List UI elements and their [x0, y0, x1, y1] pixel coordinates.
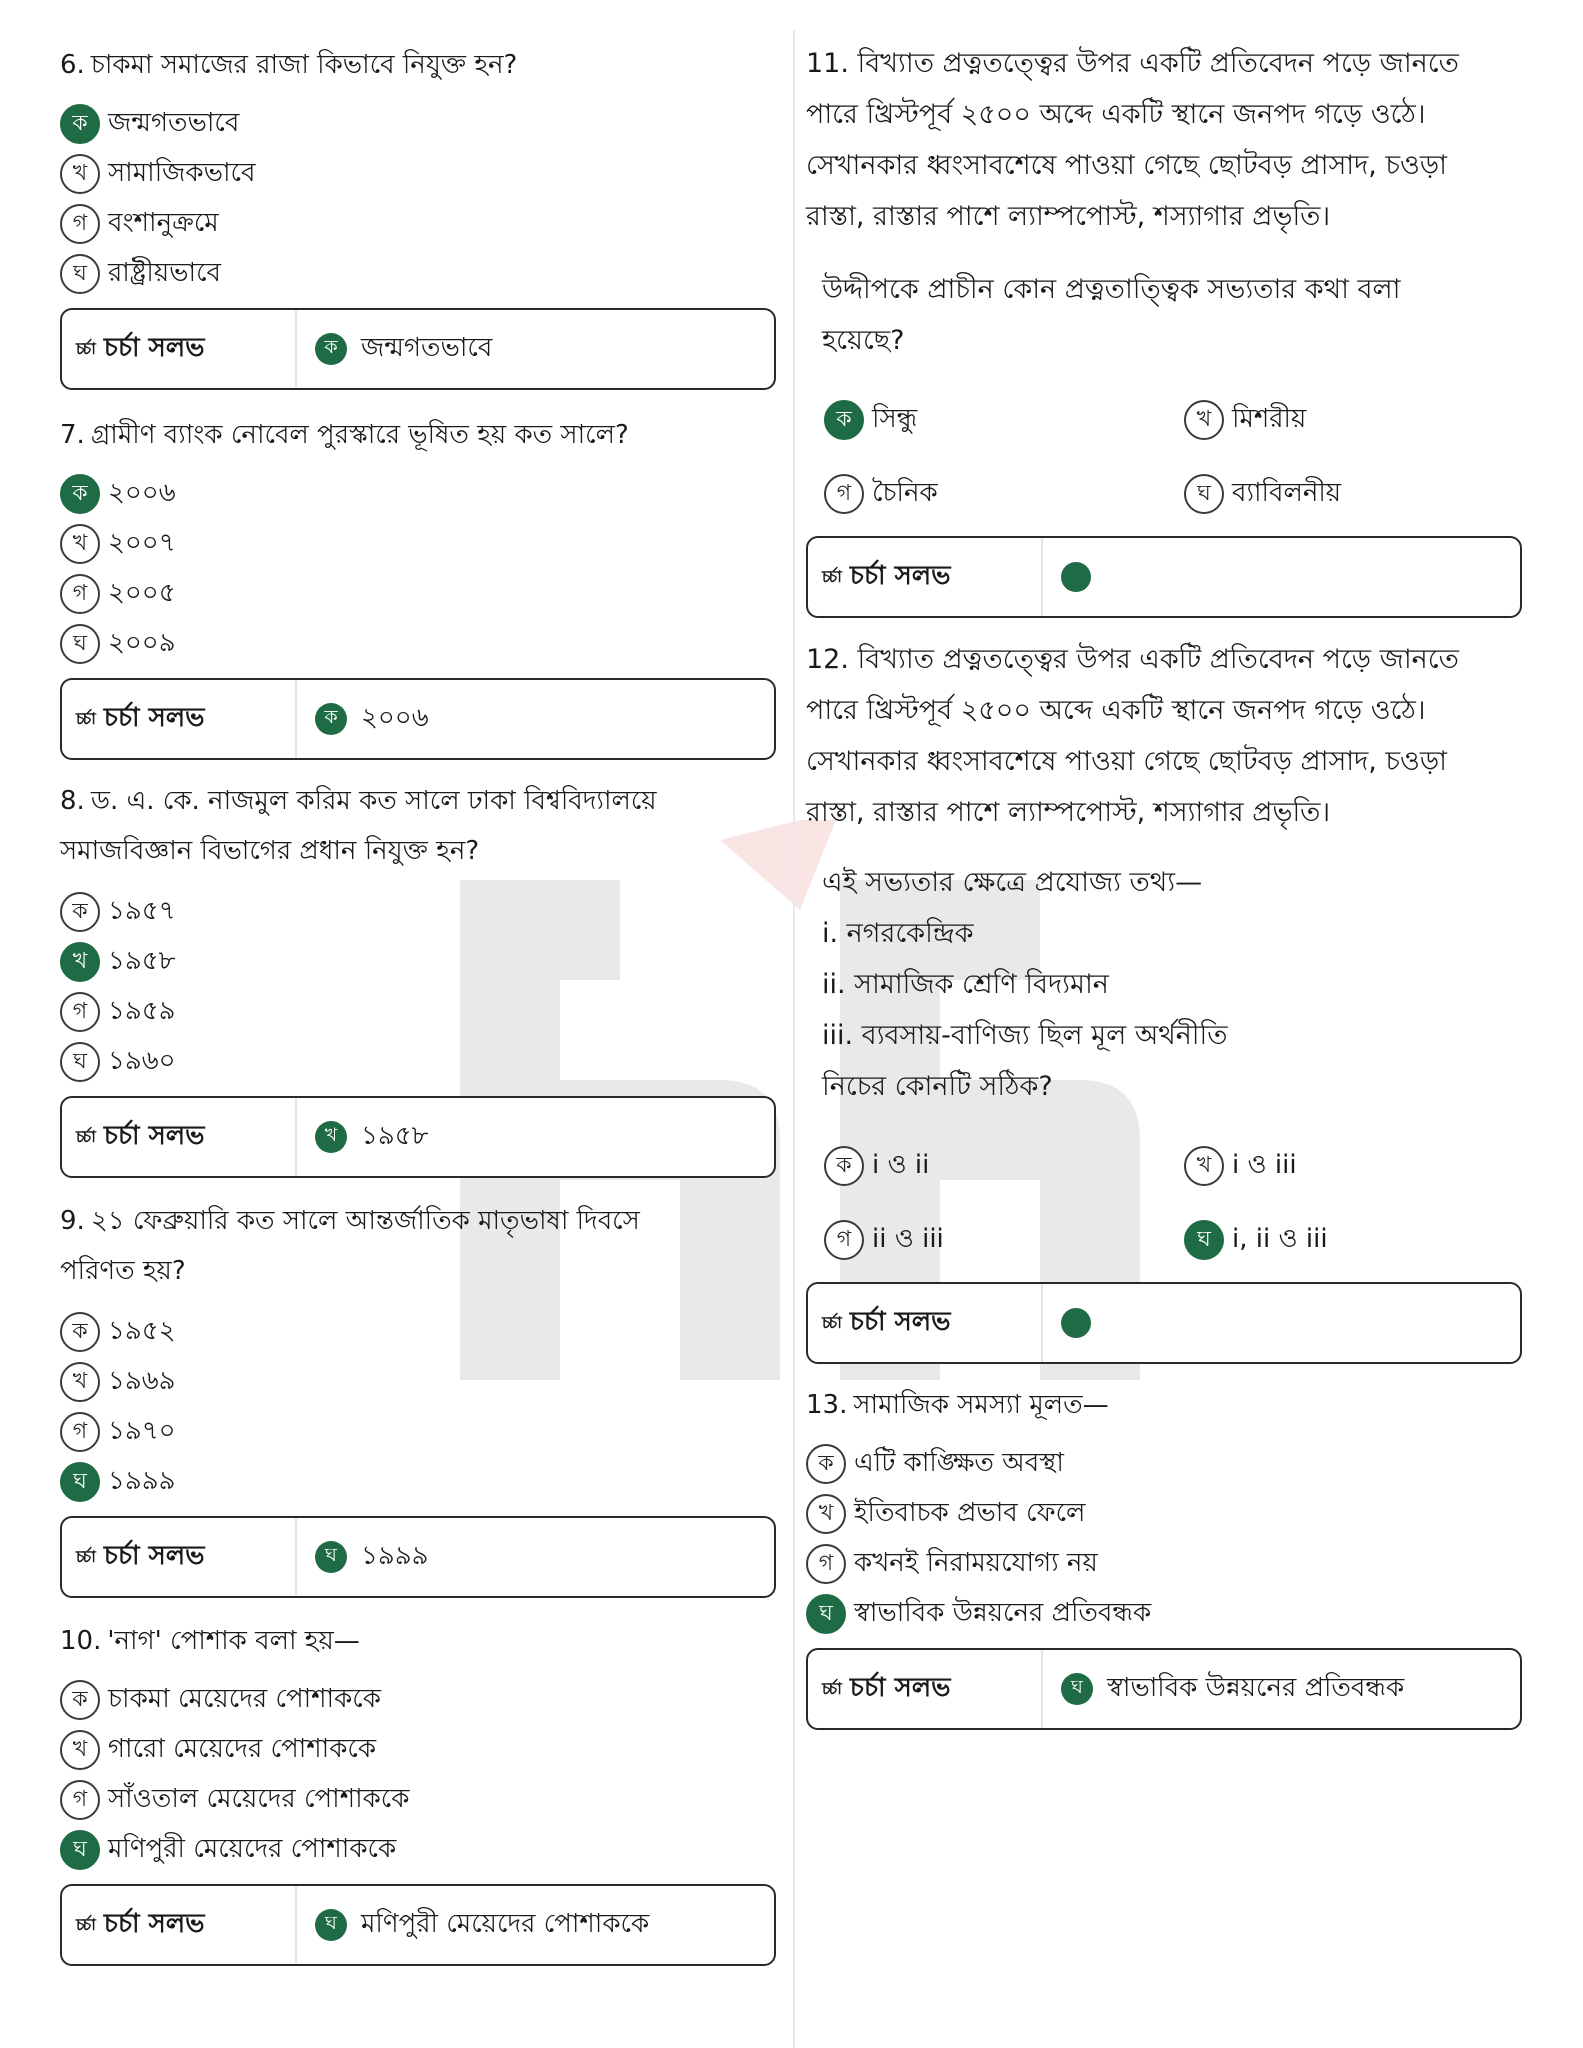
question-6-option-kha[interactable]	[60, 152, 255, 196]
question-12-option-gha[interactable]	[1184, 1218, 1328, 1262]
option-text: i, ii ও iii	[1232, 1224, 1328, 1254]
option-badge: খ	[60, 1730, 100, 1770]
option-badge: ক	[60, 892, 100, 932]
option-badge: ঘ	[1184, 1220, 1224, 1260]
question-13-option-gha[interactable]	[806, 1592, 1151, 1636]
answer-text: ১৯৫৮	[361, 1121, 429, 1151]
question-12-stem-line2: পারে খ্রিস্টপূর্ব ২৫০০ অব্দে একটি স্থানে জনপদ গড়ে ওঠে।	[806, 695, 1426, 726]
option-badge: খ	[60, 524, 100, 564]
question-13-answer-box	[806, 1648, 1522, 1730]
question-8-option-ga[interactable]	[60, 990, 176, 1034]
question-9-option-gha[interactable]	[60, 1460, 176, 1504]
answer-label: চর্চা সলভ	[103, 703, 205, 733]
brand-logo: চর্চা	[76, 1126, 94, 1146]
answer-label: চর্চা সলভ	[103, 1541, 205, 1571]
question-8-option-kha[interactable]	[60, 940, 176, 984]
question-8-title	[60, 776, 657, 826]
option-text: ব্যাবিলনীয়	[1232, 478, 1342, 508]
option-text: i ও ii	[872, 1150, 930, 1180]
option-text: ১৯৬৯	[108, 1366, 176, 1396]
question-8-title-line2: সমাজবিজ্ঞান বিভাগের প্রধান নিযুক্ত হন?	[60, 836, 480, 866]
question-number: 7.	[60, 420, 85, 450]
brand-logo: চর্চা	[822, 566, 840, 586]
answer-text: স্বাভাবিক উন্নয়নের প্রতিবন্ধক	[1107, 1673, 1405, 1703]
brand-logo: চর্চা	[76, 1546, 94, 1566]
option-text: ১৯৫৭	[108, 896, 176, 926]
option-text: বংশানুক্রমে	[108, 208, 219, 238]
option-text: মিশরীয়	[1232, 404, 1307, 434]
option-text: ইতিবাচক প্রভাব ফেলে	[854, 1498, 1086, 1528]
question-12-stem-line1	[806, 634, 1459, 685]
question-11-stem-line3: সেখানকার ধ্বংসাবশেষে পাওয়া গেছে ছোটবড় প্রাসাদ, চওড়া	[806, 150, 1448, 181]
option-text: সিন্ধু	[872, 404, 918, 434]
question-8-answer-box	[60, 1096, 776, 1178]
option-text: কখনই নিরাময়যোগ্য নয়	[854, 1548, 1098, 1578]
option-badge: ঘ	[60, 1830, 100, 1870]
option-text: ১৯৭০	[108, 1416, 176, 1446]
answer-text: মণিপুরী মেয়েদের পোশাককে	[361, 1909, 650, 1939]
brand-logo: চর্চা	[822, 1678, 840, 1698]
question-7-option-gha[interactable]	[60, 622, 176, 666]
option-text: ১৯৯৯	[108, 1466, 176, 1496]
brand-logo: চর্চা	[76, 708, 94, 728]
question-12-answer-box	[806, 1282, 1522, 1364]
answer-label: চর্চা সলভ	[103, 1909, 205, 1939]
option-text: ii ও iii	[872, 1224, 944, 1254]
option-text: ২০০৫	[108, 578, 176, 608]
option-text: ১৯৬০	[108, 1046, 176, 1076]
option-badge: ক	[60, 474, 100, 514]
question-7-option-kha[interactable]	[60, 522, 176, 566]
question-6-answer-box	[60, 308, 776, 390]
question-11-stem-line2: পারে খ্রিস্টপূর্ব ২৫০০ অব্দে একটি স্থানে জনপদ গড়ে ওঠে।	[806, 99, 1426, 130]
question-12-statement-ii: ii. সামাজিক শ্রেণি বিদ্যমান	[822, 969, 1109, 1000]
option-badge: খ	[1184, 1146, 1224, 1186]
option-text: i ও iii	[1232, 1150, 1297, 1180]
brand-logo: চর্চা	[76, 338, 94, 358]
question-13-title	[806, 1380, 1109, 1430]
option-badge: গ	[806, 1544, 846, 1584]
option-text: গারো মেয়েদের পোশাককে	[108, 1734, 377, 1764]
question-10-option-gha[interactable]	[60, 1828, 396, 1872]
column-divider	[793, 30, 795, 2048]
question-12-option-ka[interactable]	[824, 1144, 929, 1188]
question-number: 9.	[60, 1206, 85, 1236]
question-9-title-line2: পরিণত হয়?	[60, 1256, 186, 1286]
question-10-title	[60, 1616, 360, 1666]
question-13-option-kha[interactable]	[806, 1492, 1085, 1536]
brand-logo: চর্চা	[76, 1914, 94, 1934]
option-badge: ঘ	[806, 1594, 846, 1634]
question-12-question-line1: এই সভ্যতার ক্ষেত্রে প্রযোজ্য তথ্য—	[822, 867, 1203, 898]
answer-label: চর্চা সলভ	[103, 1121, 205, 1151]
question-number: 11.	[806, 48, 849, 79]
option-badge: গ	[60, 1780, 100, 1820]
stem-text: বিখ্যাত প্রত্নতত্ত্বের উপর একটি প্রতিবেদন পড়ে জানতে	[857, 48, 1459, 79]
option-badge: ঘ	[60, 1042, 100, 1082]
question-12-stem-line4: রাস্তা, রাস্তার পাশে ল্যাম্পপোস্ট, শস্যাগার প্রভৃতি।	[806, 797, 1331, 828]
option-badge: গ	[60, 1412, 100, 1452]
option-text: চাকমা মেয়েদের পোশাককে	[108, 1684, 381, 1714]
question-11-stem-line4: রাস্তা, রাস্তার পাশে ল্যাম্পপোস্ট, শস্যাগার প্রভৃতি।	[806, 201, 1331, 232]
question-6-title	[60, 40, 517, 90]
question-number: 10.	[60, 1626, 102, 1656]
option-text: সামাজিকভাবে	[108, 158, 256, 188]
answer-text: জন্মগতভাবে	[361, 333, 493, 363]
option-badge: খ	[806, 1494, 846, 1534]
answer-label: চর্চা সলভ	[103, 333, 205, 363]
option-text: ২০০৬	[108, 478, 176, 508]
answer-text: ১৯৯৯	[361, 1541, 429, 1571]
question-10-answer-box	[60, 1884, 776, 1966]
question-8-option-ka[interactable]	[60, 890, 176, 934]
option-badge: ক	[60, 104, 100, 144]
option-text: মণিপুরী মেয়েদের পোশাককে	[108, 1834, 397, 1864]
question-12-option-ga[interactable]	[824, 1218, 944, 1262]
question-7-answer-box	[60, 678, 776, 760]
question-10-option-kha[interactable]	[60, 1728, 376, 1772]
option-text: চৈনিক	[872, 478, 938, 508]
answer-dot	[1061, 562, 1091, 592]
answer-label: চর্চা সলভ	[849, 561, 951, 591]
answer-badge: খ	[315, 1121, 347, 1153]
question-12-stem-line3: সেখানকার ধ্বংসাবশেষে পাওয়া গেছে ছোটবড় প্রাসাদ, চওড়া	[806, 746, 1448, 777]
answer-badge: ক	[315, 703, 347, 735]
answer-badge: ঘ	[1061, 1673, 1093, 1705]
question-6-option-gha[interactable]	[60, 252, 221, 296]
question-9-option-kha[interactable]	[60, 1360, 176, 1404]
option-badge: খ	[60, 1362, 100, 1402]
option-badge: গ	[824, 1220, 864, 1260]
question-10-option-ka[interactable]	[60, 1678, 381, 1722]
question-number: 12.	[806, 644, 849, 675]
question-11-answer-box	[806, 536, 1522, 618]
answer-badge: ক	[315, 333, 347, 365]
question-9-title	[60, 1196, 640, 1246]
question-number: 8.	[60, 786, 85, 816]
question-11-stem-line1	[806, 38, 1459, 89]
option-badge: খ	[60, 942, 100, 982]
question-13-option-ga[interactable]	[806, 1542, 1098, 1586]
option-text: ১৯৫২	[108, 1316, 176, 1346]
option-text: ২০০৯	[108, 628, 176, 658]
option-badge: ঘ	[60, 624, 100, 664]
question-11-option-gha[interactable]	[1184, 472, 1341, 516]
option-badge: ঘ	[60, 1462, 100, 1502]
option-badge: ক	[60, 1312, 100, 1352]
option-badge: ক	[806, 1444, 846, 1484]
question-7-title	[60, 410, 629, 460]
question-text: চাকমা সমাজের রাজা কিভাবে নিযুক্ত হন?	[90, 50, 518, 80]
option-text: এটি কাঙ্ক্ষিত অবস্থা	[854, 1448, 1064, 1478]
option-badge: গ	[60, 204, 100, 244]
answer-label: চর্চা সলভ	[849, 1673, 951, 1703]
question-11-option-ka[interactable]	[824, 398, 917, 442]
option-text: রাষ্ট্রীয়ভাবে	[108, 258, 221, 288]
stem-text: বিখ্যাত প্রত্নতত্ত্বের উপর একটি প্রতিবেদন পড়ে জানতে	[857, 644, 1459, 675]
question-text: ড. এ. কে. নাজমুল করিম কত সালে ঢাকা বিশ্ববিদ্যালয়ে	[90, 786, 657, 816]
option-badge: গ	[60, 574, 100, 614]
question-11-question-line2: হয়েছে?	[822, 325, 905, 356]
question-6-option-ka[interactable]	[60, 102, 239, 146]
question-text: গ্রামীণ ব্যাংক নোবেল পুরস্কারে ভূষিত হয় কত সালে?	[90, 420, 629, 450]
question-6-option-ga[interactable]	[60, 202, 219, 246]
question-9-option-ga[interactable]	[60, 1410, 176, 1454]
option-badge: গ	[60, 992, 100, 1032]
question-11-option-kha[interactable]	[1184, 398, 1306, 442]
question-13-option-ka[interactable]	[806, 1442, 1064, 1486]
question-number: 13.	[806, 1390, 848, 1420]
question-9-option-ka[interactable]	[60, 1310, 176, 1354]
question-7-option-ka[interactable]	[60, 472, 176, 516]
question-7-option-ga[interactable]	[60, 572, 176, 616]
option-text: স্বাভাবিক উন্নয়নের প্রতিবন্ধক	[854, 1598, 1152, 1628]
option-badge: খ	[1184, 400, 1224, 440]
answer-badge: ঘ	[315, 1909, 347, 1941]
option-badge: ক	[60, 1680, 100, 1720]
option-text: সাঁওতাল মেয়েদের পোশাককে	[108, 1784, 410, 1814]
answer-text: ২০০৬	[361, 703, 429, 733]
option-badge: ক	[824, 400, 864, 440]
question-11-option-ga[interactable]	[824, 472, 938, 516]
option-badge: ঘ	[1184, 474, 1224, 514]
option-badge: ঘ	[60, 254, 100, 294]
option-badge: গ	[824, 474, 864, 514]
question-12-statement-i: i. নগরকেন্দ্রিক	[822, 918, 974, 949]
question-text: ২১ ফেব্রুয়ারি কত সালে আন্তর্জাতিক মাতৃভাষা দিবসে	[90, 1206, 640, 1236]
answer-dot	[1061, 1308, 1091, 1338]
option-badge: খ	[60, 154, 100, 194]
question-10-option-ga[interactable]	[60, 1778, 409, 1822]
question-number: 6.	[60, 50, 85, 80]
question-9-answer-box	[60, 1516, 776, 1598]
option-text: ১৯৫৯	[108, 996, 176, 1026]
answer-badge: ঘ	[315, 1541, 347, 1573]
answer-label: চর্চা সলভ	[849, 1307, 951, 1337]
question-12-option-kha[interactable]	[1184, 1144, 1297, 1188]
question-12-question-prompt: নিচের কোনটি সঠিক?	[822, 1071, 1053, 1102]
brand-logo: চর্চা	[822, 1312, 840, 1332]
option-badge: ক	[824, 1146, 864, 1186]
option-text: ১৯৫৮	[108, 946, 176, 976]
option-text: ২০০৭	[108, 528, 176, 558]
question-11-question-line1: উদ্দীপকে প্রাচীন কোন প্রত্নতাত্ত্বিক সভ্যতার কথা বলা	[822, 274, 1401, 305]
question-text: সামাজিক সমস্যা মূলত—	[853, 1390, 1109, 1420]
option-text: জন্মগতভাবে	[108, 108, 240, 138]
question-12-statement-iii: iii. ব্যবসায়-বাণিজ্য ছিল মূল অর্থনীতি	[822, 1020, 1228, 1051]
question-8-option-gha[interactable]	[60, 1040, 176, 1084]
question-text: 'নাগ' পোশাক বলা হয়—	[107, 1626, 360, 1656]
